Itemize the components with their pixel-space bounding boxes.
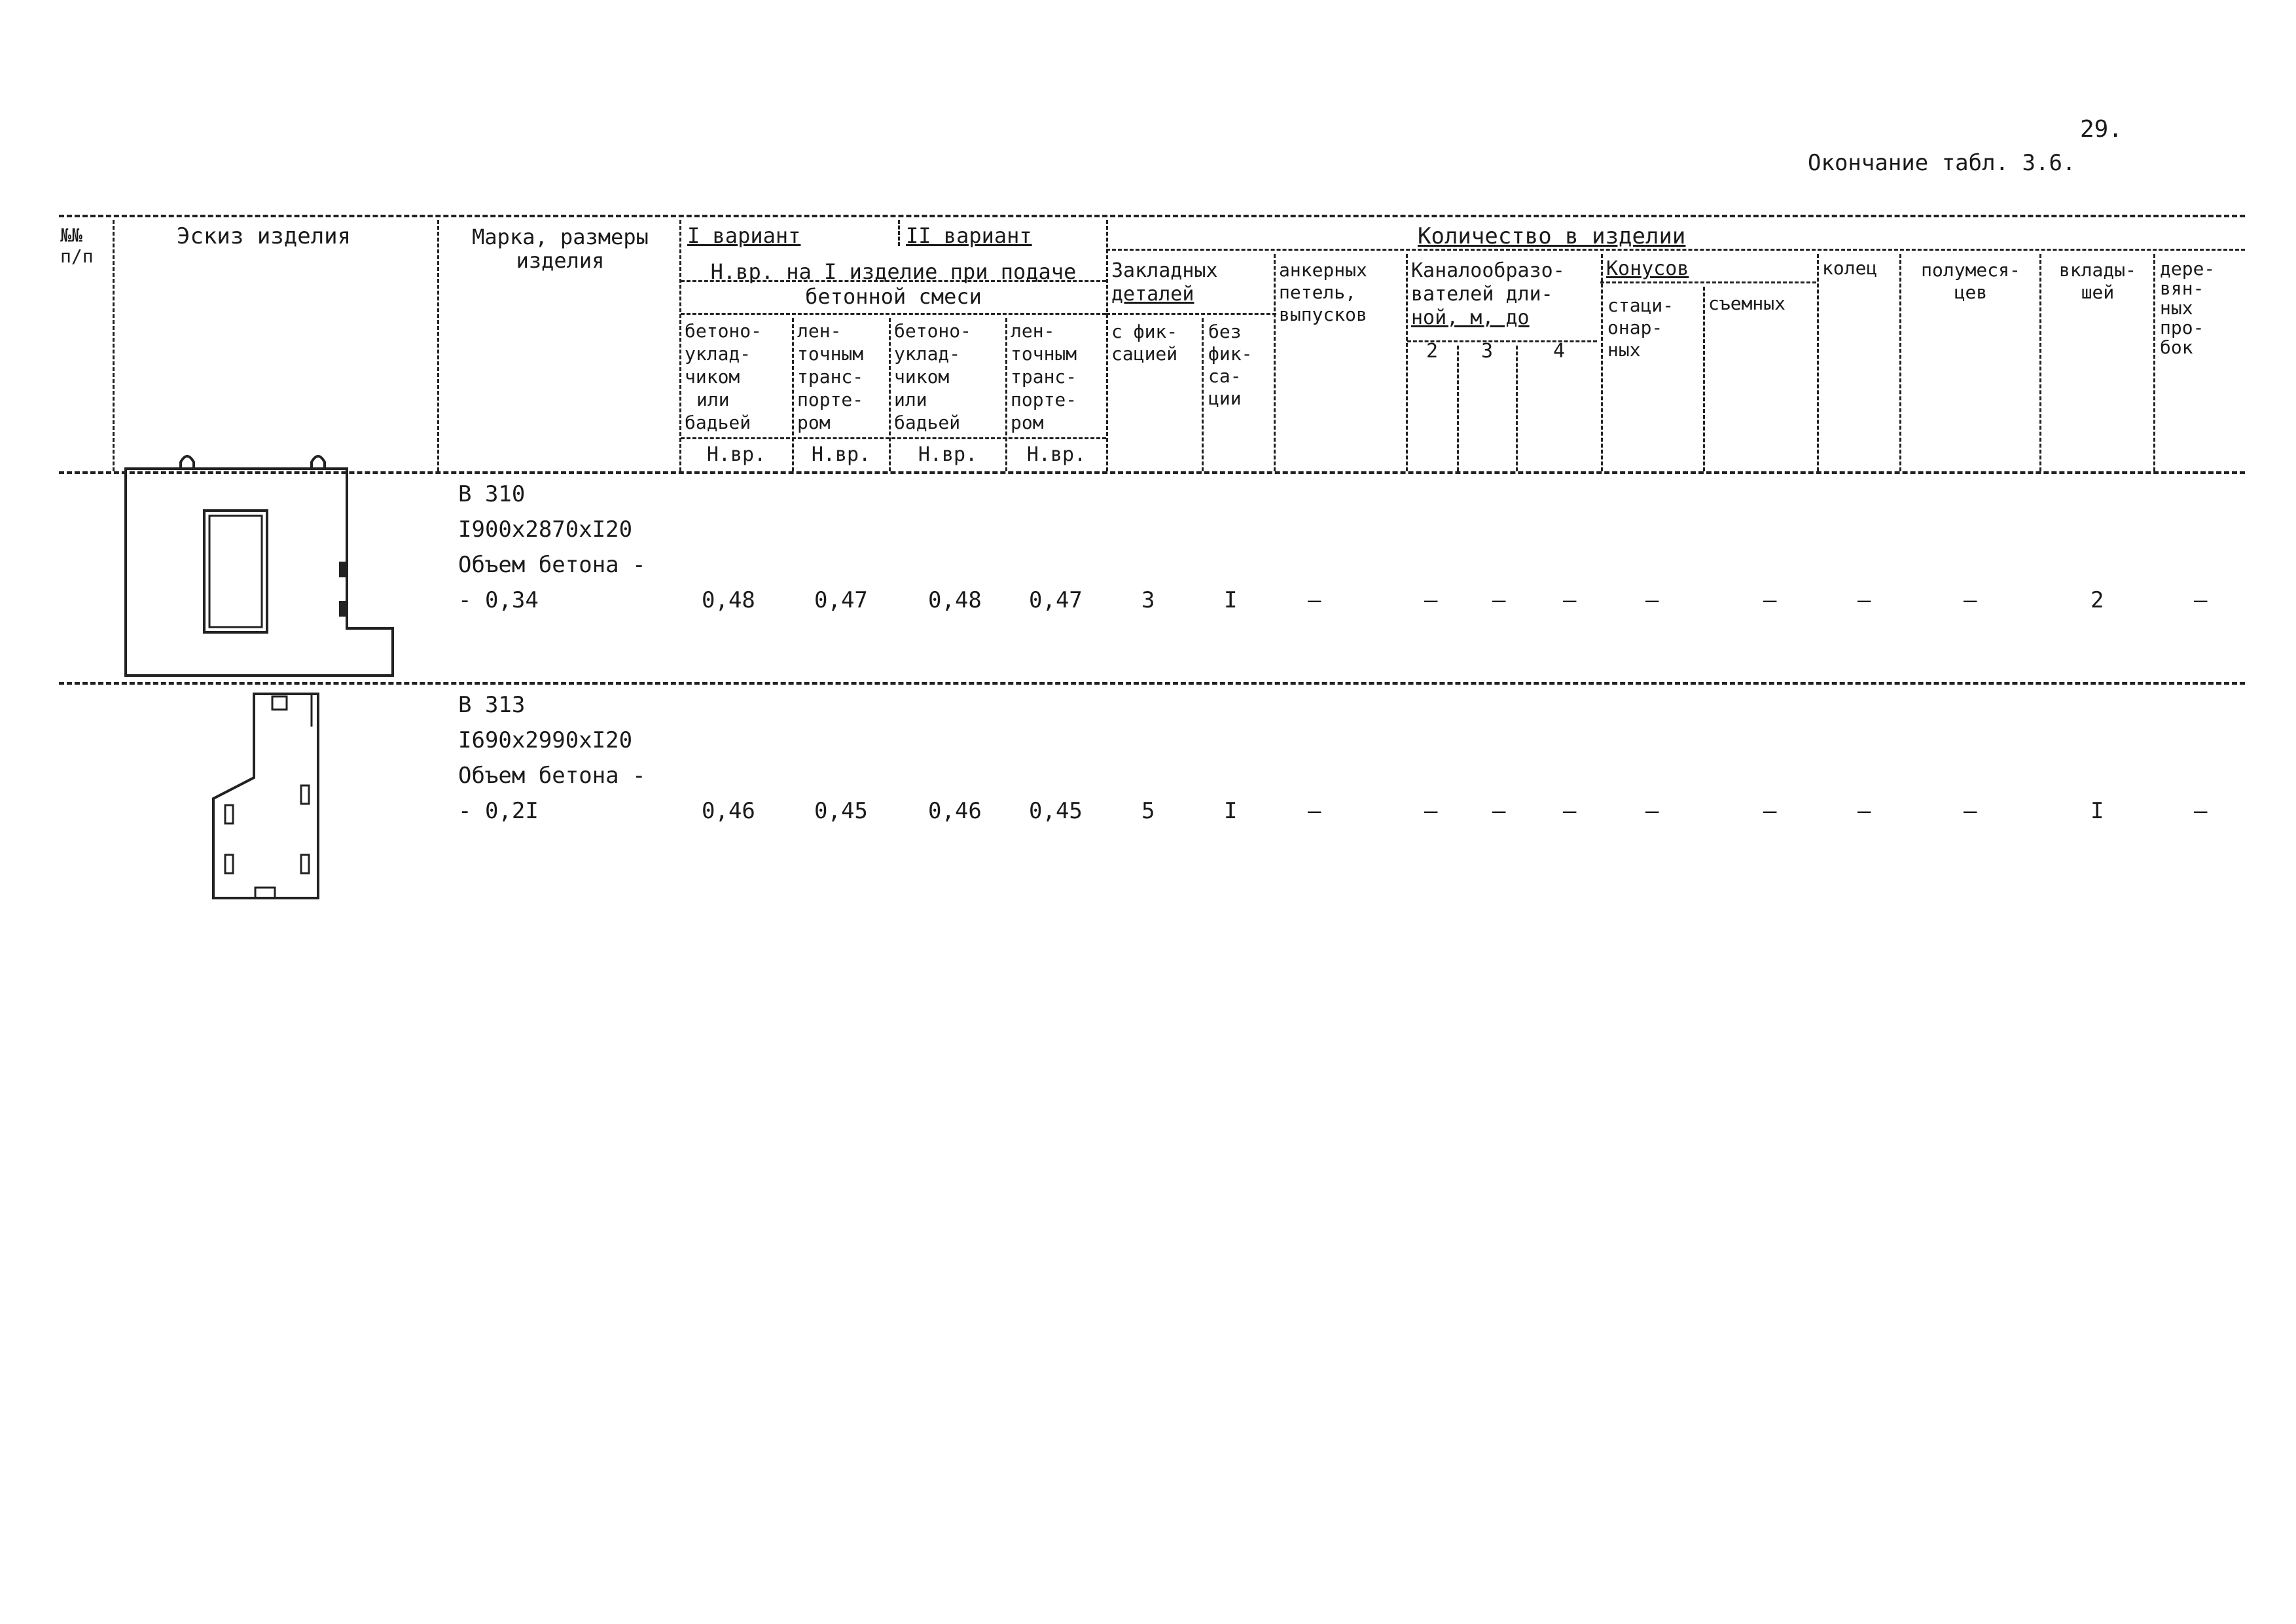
col-divider bbox=[1703, 287, 1705, 471]
col-divider bbox=[113, 220, 115, 471]
row-channel-4: – bbox=[1563, 587, 1577, 613]
row-v1-bucket: 0,48 bbox=[702, 587, 755, 613]
row-embedded-fix: 5 bbox=[1141, 798, 1155, 824]
row-rings: – bbox=[1857, 587, 1871, 613]
col-divider bbox=[1601, 254, 1603, 471]
header-cones-removable: съемных bbox=[1708, 293, 1786, 314]
row-anchor: – bbox=[1308, 587, 1321, 613]
row-embedded-fix: 3 bbox=[1141, 587, 1155, 613]
unit-rule bbox=[681, 437, 1106, 439]
row-embedded-nofix: I bbox=[1224, 798, 1238, 824]
sketch-b310 bbox=[118, 439, 406, 681]
channel-length-3: 3 bbox=[1480, 340, 1494, 363]
row-channel-2: – bbox=[1424, 798, 1438, 824]
row-size: I690x2990xI20 bbox=[458, 727, 633, 753]
row-v2-bucket: 0,48 bbox=[928, 587, 982, 613]
col-divider bbox=[1106, 220, 1108, 471]
header-embedded: Закладных деталей bbox=[1111, 259, 1218, 306]
row-rings: – bbox=[1857, 798, 1871, 824]
row-channel-3: – bbox=[1492, 587, 1506, 613]
row-channel-3: – bbox=[1492, 798, 1506, 824]
header-quantity: Количество в изделии bbox=[1418, 223, 1686, 249]
unit-label: Н.вр. bbox=[706, 443, 766, 466]
col-divider bbox=[437, 220, 439, 471]
header-v2-belt: лен- точным транс- порте- ром bbox=[1011, 320, 1077, 433]
row-plugs: – bbox=[2194, 798, 2208, 824]
row-cones-removable: – bbox=[1763, 587, 1777, 613]
row-volume-label: Объем бетона - bbox=[458, 763, 646, 789]
table-top-rule bbox=[59, 215, 2245, 217]
header-anchor: анкерных петель, выпусков bbox=[1279, 259, 1367, 325]
col-divider bbox=[1406, 254, 1408, 471]
channel-length-2: 2 bbox=[1426, 340, 1439, 363]
col-divider bbox=[679, 220, 681, 471]
header-col-no: №№ п/п bbox=[60, 225, 94, 267]
col-divider bbox=[2153, 254, 2155, 471]
row-cones-stationary: – bbox=[1645, 587, 1659, 613]
header-cones-stationary: стаци- онар- ных bbox=[1607, 295, 1674, 361]
row-inserts: 2 bbox=[2090, 587, 2104, 613]
header-with-fix: с фик- сацией bbox=[1111, 321, 1178, 365]
row-v1-belt: 0,47 bbox=[814, 587, 868, 613]
row-v2-bucket: 0,46 bbox=[928, 798, 982, 824]
norm-time-rule bbox=[681, 313, 1106, 315]
row-mark: В 313 bbox=[458, 692, 526, 718]
row-anchor: – bbox=[1308, 798, 1321, 824]
header-plugs: дере- вян- ных про- бок bbox=[2160, 258, 2215, 358]
row-cones-removable: – bbox=[1763, 798, 1777, 824]
header-variant-1: I вариант bbox=[687, 223, 801, 248]
header-col-sketch: Эскиз изделия bbox=[177, 223, 351, 249]
header-v1-bucket: бетоно- уклад- чиком или бадьей bbox=[685, 320, 762, 433]
sketch-b313 bbox=[196, 687, 340, 903]
row-inserts: I bbox=[2090, 798, 2104, 824]
col-divider bbox=[1817, 254, 1819, 471]
row-mark: В 310 bbox=[458, 481, 526, 507]
header-half-moons: полумеся- цев bbox=[1921, 259, 2020, 303]
row-channel-4: – bbox=[1563, 798, 1577, 824]
row-plugs: – bbox=[2194, 587, 2208, 613]
row-v2-belt: 0,47 bbox=[1029, 587, 1083, 613]
row-v2-belt: 0,45 bbox=[1029, 798, 1083, 824]
row-size: I900x2870xI20 bbox=[458, 516, 633, 543]
row-v1-belt: 0,45 bbox=[814, 798, 868, 824]
row-half-moons: – bbox=[1964, 587, 1977, 613]
header-variant-2: II вариант bbox=[906, 223, 1032, 248]
col-divider bbox=[1899, 254, 1901, 471]
header-col-mark: Марка, размеры изделия bbox=[472, 225, 649, 273]
col-divider bbox=[1202, 318, 1204, 471]
header-without-fix: без фик- са- ции bbox=[1208, 321, 1253, 409]
col-divider bbox=[2039, 254, 2041, 471]
row-volume-value: - 0,2I bbox=[458, 798, 539, 824]
col-divider bbox=[1274, 254, 1276, 471]
unit-label: Н.вр. bbox=[918, 443, 978, 466]
col-divider bbox=[898, 220, 900, 246]
col-divider bbox=[1457, 346, 1459, 471]
embedded-rule bbox=[1106, 313, 1276, 315]
row-volume-value: - 0,34 bbox=[458, 587, 539, 613]
col-divider bbox=[1516, 346, 1518, 471]
row-volume-label: Объем бетона - bbox=[458, 552, 646, 578]
row-v1-bucket: 0,46 bbox=[702, 798, 755, 824]
unit-label: Н.вр. bbox=[1026, 443, 1086, 466]
channel-length-4: 4 bbox=[1552, 340, 1566, 363]
header-v2-bucket: бетоно- уклад- чиком или бадьей bbox=[894, 320, 972, 433]
header-norm-time: Н.вр. на I изделие при подаче бетонной смеси bbox=[710, 259, 1077, 309]
unit-label: Н.вр. bbox=[811, 443, 871, 466]
header-channel: Каналообразо- вателей дли- ной, м, до bbox=[1411, 259, 1565, 329]
header-rings: колец bbox=[1822, 257, 1878, 279]
row-separator bbox=[59, 682, 2245, 685]
header-v1-belt: лен- точным транс- порте- ром bbox=[797, 320, 864, 433]
header-inserts: вклады- шей bbox=[2058, 259, 2136, 303]
header-cones: Конусов bbox=[1606, 257, 1689, 280]
table-caption: Окончание табл. 3.6. bbox=[1808, 150, 2076, 176]
cones-rule bbox=[1600, 281, 1816, 283]
row-channel-2: – bbox=[1424, 587, 1438, 613]
row-half-moons: – bbox=[1964, 798, 1977, 824]
page-number: 29. bbox=[2080, 116, 2123, 143]
row-embedded-nofix: I bbox=[1224, 587, 1238, 613]
row-cones-stationary: – bbox=[1645, 798, 1659, 824]
